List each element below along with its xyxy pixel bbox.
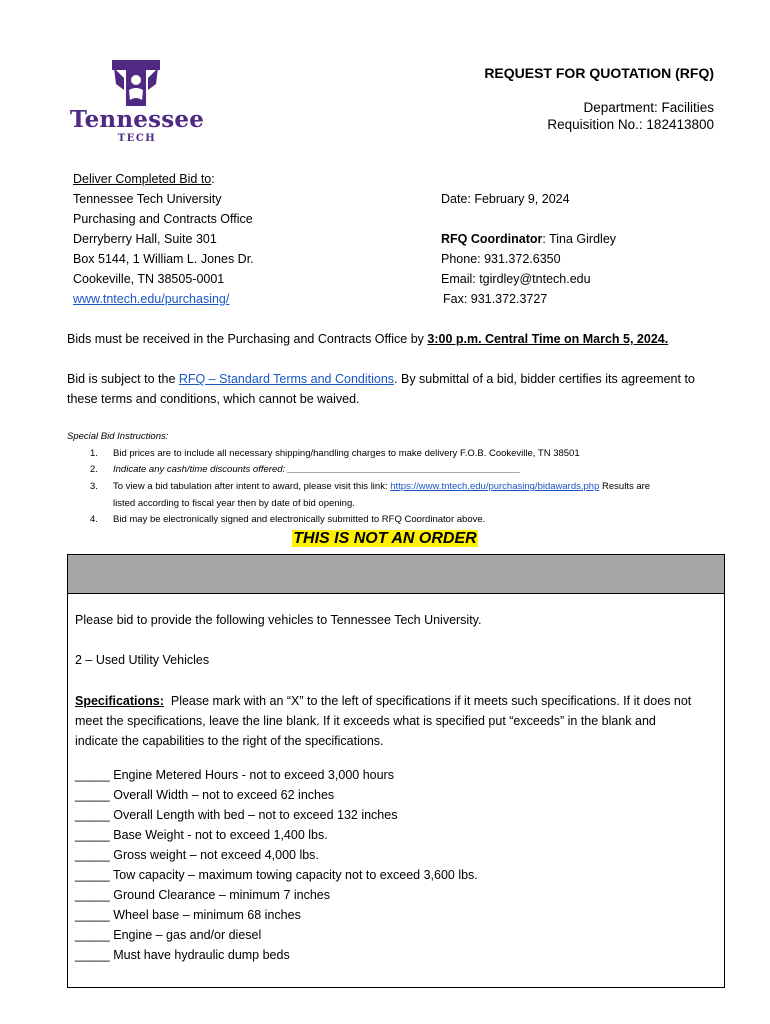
list-number: 1. [90,448,98,459]
list-item: To view a bid tabulation after intent to award, please visit this link: https://www.tntech.edu/purchasing/bidawards.php Results are [113,481,651,492]
logo-subtext: TECH [117,133,157,144]
requisition-number: Requisition No.: 182413800 [547,117,714,132]
deliver-line: Derryberry Hall, Suite 301 [73,232,217,246]
not-an-order-notice: THIS IS NOT AN ORDER [293,530,477,547]
box-intro: Please bid to provide the following vehicles to Tennessee Tech University. [75,613,482,627]
spec-line: _____ Base Weight - not to exceed 1,400 lbs. [75,828,328,842]
deliver-line: Cookeville, TN 38505-0001 [73,272,225,286]
spec-line: _____ Engine – gas and/or diesel [75,928,262,942]
spec-line: _____ Must have hydraulic dump beds [75,948,290,962]
spec-paragraph: Specifications: Please mark with an “X” to the left of specifications if it meets such specifications. If it does not [75,694,692,708]
department: Department: Facilities [583,100,714,115]
email: Email: tgirdley@tntech.edu [441,272,591,286]
spec-line: _____ Tow capacity – maximum towing capacity not to exceed 3,600 lbs. [75,868,478,882]
deliver-heading: Deliver Completed Bid to: [73,172,215,186]
phone: Phone: 931.372.6350 [441,252,561,266]
box-item: 2 – Used Utility Vehicles [75,653,210,667]
list-item: Bid may be electronically signed and electronically submitted to RFQ Coordinator above. [113,514,486,525]
deliver-line: Box 5144, 1 William L. Jones Dr. [73,252,254,266]
list-item-continued: listed according to fiscal year then by date of bid opening. [113,498,355,509]
spec-line: _____ Ground Clearance – minimum 7 inches [75,888,330,902]
logo-wordmark: Tennessee [69,106,205,133]
fax: Fax: 931.372.3727 [443,292,548,306]
box-header-bar [68,555,724,594]
spec-line: _____ Overall Length with bed – not to exceed 132 inches [75,808,398,822]
eagle-icon [112,60,160,106]
list-item: Bid prices are to include all necessary shipping/handling charges to make delivery F.O.B. Cookeville, TN 38501 [113,448,580,459]
list-number: 2. [90,464,98,475]
spec-paragraph-2: meet the specifications, leave the line blank. If it exceeds what is specified put “exceeds” in the blank and [75,714,656,728]
terms-link[interactable]: RFQ – Standard Terms and Conditions [178,372,395,386]
spec-paragraph-3: indicate the capabilities to the right of the specifications. [75,734,384,748]
spec-line: _____ Wheel base – minimum 68 inches [75,908,301,922]
spec-line: _____ Overall Width – not to exceed 62 inches [75,788,335,802]
terms-line: Bid is subject to the RFQ – Standard Terms and Conditions. By submittal of a bid, bidder certifies its agreement to [67,372,695,386]
bid-awards-link[interactable]: https://www.tntech.edu/purchasing/bidawards.php [390,481,600,492]
list-number: 4. [90,514,98,525]
rfq-coordinator: RFQ Coordinator: Tina Girdley [441,232,617,246]
purchasing-link[interactable]: www.tntech.edu/purchasing/ [73,292,230,306]
deliver-line: Purchasing and Contracts Office [73,212,253,226]
spec-line: _____ Gross weight – not exceed 4,000 lbs. [75,848,319,862]
list-number: 3. [90,481,98,492]
document-title: REQUEST FOR QUOTATION (RFQ) [484,65,714,81]
bid-deadline: Bids must be received in the Purchasing and Contracts Office by 3:00 p.m. Central Time on March 5, 2024. [67,332,669,346]
special-instructions-heading: Special Bid Instructions: [67,431,169,442]
deliver-line: Tennessee Tech University [73,192,222,206]
terms-line-2: these terms and conditions, which cannot be waived. [67,392,360,406]
list-item: Indicate any cash/time discounts offered: ____________________________________________ [113,464,521,475]
date: Date: February 9, 2024 [441,192,570,206]
spec-line: _____ Engine Metered Hours - not to exceed 3,000 hours [75,768,394,782]
